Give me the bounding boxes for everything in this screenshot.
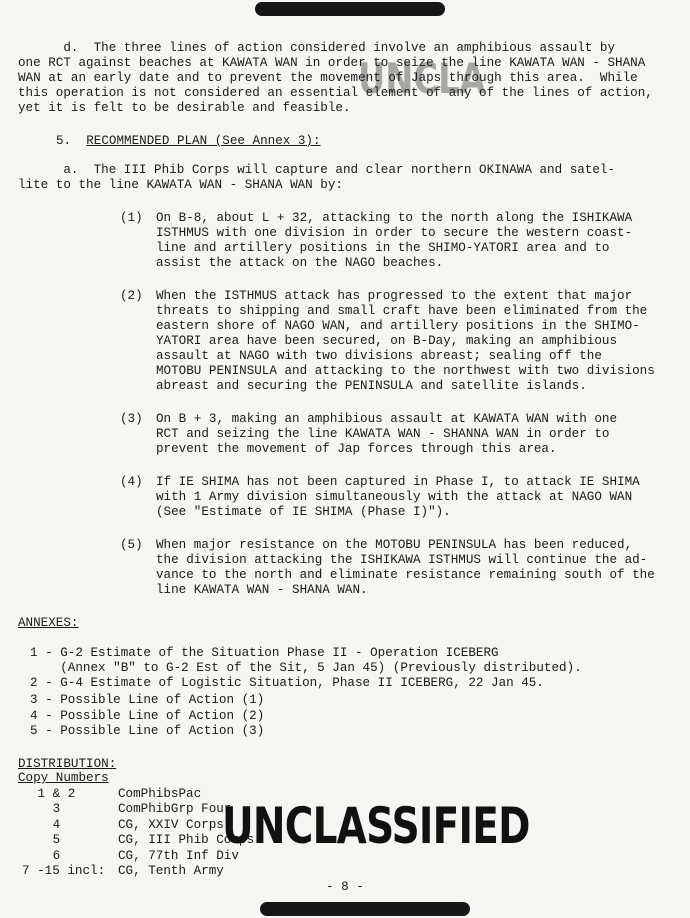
item-line: ISTHMUS with one division in order to secure the western coast- xyxy=(156,226,633,240)
distribution-copy: 6 xyxy=(30,849,61,863)
item-line: (See "Estimate of IE SHIMA (Phase I)"). xyxy=(156,505,451,519)
unclassified-stamp: UNCLASSIFIED xyxy=(222,797,530,855)
item-line: When the ISTHMUS attack has progressed to the extent that major xyxy=(156,289,633,303)
distribution-recipient: ComPhibsPac xyxy=(118,787,202,801)
annex-line: 2 - G-4 Estimate of Logistic Situation, Phase II ICEBERG, 22 Jan 45. xyxy=(30,676,544,690)
item-line: If IE SHIMA has not been captured in Phase I, to attack IE SHIMA xyxy=(156,475,640,489)
item-number: (4) xyxy=(120,475,143,489)
annex-line: 5 - Possible Line of Action (3) xyxy=(30,724,265,738)
copy-numbers-heading: Copy Numbers xyxy=(18,771,109,785)
distribution-copy: 7 -15 incl: xyxy=(22,864,106,878)
item-line: When major resistance on the MOTOBU PENINSULA has been reduced, xyxy=(156,538,633,552)
distribution-recipient: CG, XXIV Corps xyxy=(118,818,224,832)
item-line: On B-8, about L + 32, attacking to the north along the ISHIKAWA xyxy=(156,211,633,225)
item-line: with 1 Army division simultaneously with the attack at NAGO WAN xyxy=(156,490,633,504)
distribution-copy: 1 & 2 xyxy=(30,787,76,801)
item-line: MOTOBU PENINSULA and attacking to the northwest with two divisions xyxy=(156,364,655,378)
distribution-heading: DISTRIBUTION: xyxy=(18,757,117,771)
para-d-line: this operation is not considered an essential element of any of the lines of action, xyxy=(18,86,653,100)
annex-line: 4 - Possible Line of Action (2) xyxy=(30,709,265,723)
distribution-recipient: ComPhibGrp Four xyxy=(118,802,232,816)
item-line: line KAWATA WAN - SHANA WAN. xyxy=(156,583,368,597)
section-heading xyxy=(56,134,321,149)
section-title: RECOMMENDED PLAN xyxy=(86,134,208,148)
item-line: prevent the movement of Jap forces through this area. xyxy=(156,442,557,456)
item-number: (3) xyxy=(120,412,143,426)
distribution-copy: 3 xyxy=(30,802,61,816)
distribution-copy: 5 xyxy=(30,833,61,847)
item-line: assault at NAGO with two divisions abreast; sealing off the xyxy=(156,349,602,363)
item-line: assist the attack on the NAGO beaches. xyxy=(156,256,444,270)
item-line: threats to shipping and small craft have been eliminated from the xyxy=(156,304,648,318)
para-d-line: yet it is felt to be desirable and feasible. xyxy=(18,101,351,115)
item-line: vance to the north and eliminate resistance remaining south of the xyxy=(156,568,655,582)
distribution-copy: 4 xyxy=(30,818,61,832)
para-a-line: a. The III Phib Corps will capture and clear northern OKINAWA and satel- xyxy=(18,163,616,177)
item-line: RCT and seizing the line KAWATA WAN - SHANNA WAN in order to xyxy=(156,427,610,441)
item-number: (2) xyxy=(120,289,143,303)
annex-line: 3 - Possible Line of Action (1) xyxy=(30,693,265,707)
item-number: (5) xyxy=(120,538,143,552)
item-line: line and artillery positions in the SHIMO-YATORI area and to xyxy=(156,241,610,255)
distribution-recipient: CG, III Phib Corps xyxy=(118,833,255,847)
section-number: 5. xyxy=(56,134,72,148)
item-line: YATORI area have been secured, on B-Day, making an amphibious xyxy=(156,334,618,348)
distribution-recipient: CG, Tenth Army xyxy=(118,864,224,878)
section-annex-ref: (See Annex 3): xyxy=(214,134,321,148)
para-a-line: lite to the line KAWATA WAN - SHANA WAN by: xyxy=(18,178,343,192)
item-line: On B + 3, making an amphibious assault at KAWATA WAN with one xyxy=(156,412,618,426)
item-line: eastern shore of NAGO WAN, and artillery positions in the SHIMO- xyxy=(156,319,640,333)
distribution-recipient: CG, 77th Inf Div xyxy=(118,849,239,863)
item-line: abreast and securing the PENINSULA and satellite islands. xyxy=(156,379,587,393)
annex-line: (Annex "B" to G-2 Est of the Sit, 5 Jan 45) (Previously distributed). xyxy=(30,661,582,675)
para-d-line: d. The three lines of action considered involve an amphibious assault by xyxy=(18,41,616,55)
annex-line: 1 - G-2 Estimate of the Situation Phase II - Operation ICEBERG xyxy=(30,646,499,660)
redaction-bar-top xyxy=(255,2,445,16)
para-d-line: one RCT against beaches at KAWATA WAN in order to seize the line KAWATA WAN - SHANA xyxy=(18,56,646,70)
para-d-line: WAN at an early date and to prevent the movement of Japs through this area. While xyxy=(18,71,638,85)
item-number: (1) xyxy=(120,211,143,225)
item-line: the division attacking the ISHIKAWA ISTHMUS will continue the ad- xyxy=(156,553,648,567)
annexes-heading: ANNEXES: xyxy=(18,616,79,630)
faded-stamp-mark: UNCLA xyxy=(358,54,486,103)
redaction-bar-bottom xyxy=(260,902,470,916)
page-number: - 8 - xyxy=(326,880,364,894)
